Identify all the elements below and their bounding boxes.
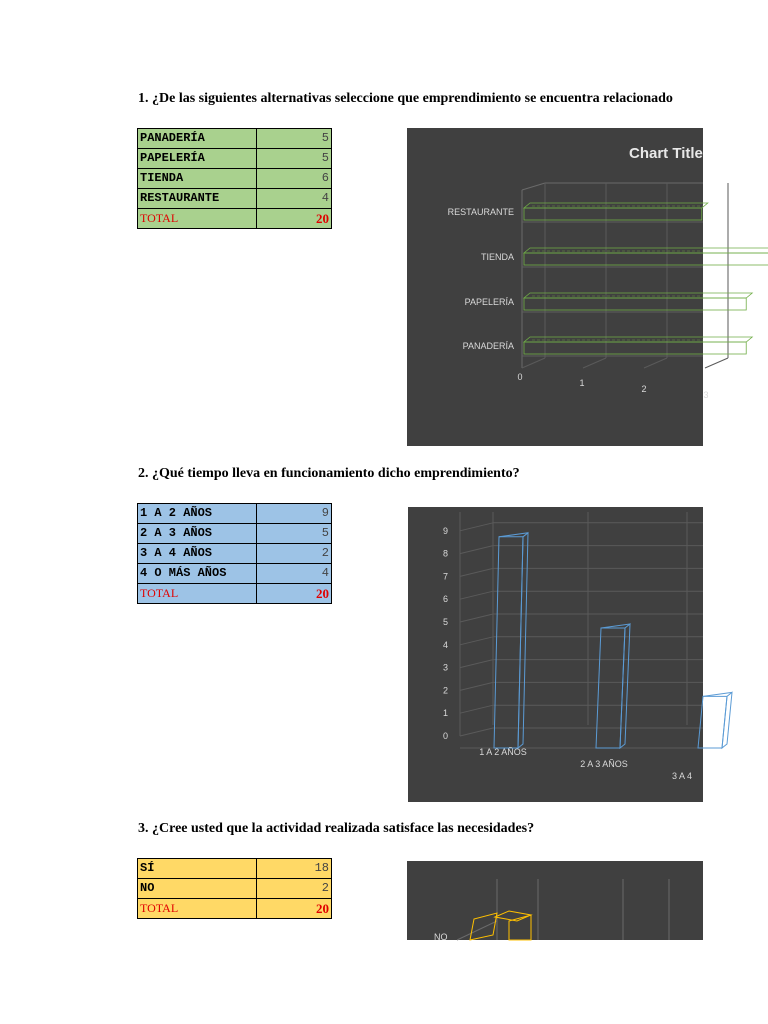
table-row [138, 169, 332, 189]
q3-title: 3. ¿Cree usted que la actividad realizada satisface las necesidades? [138, 821, 535, 836]
y-tick-label: 4 [442, 639, 448, 650]
bar-side [509, 915, 531, 940]
row-value: 2 [257, 879, 332, 899]
y-tick-label: 2 [442, 685, 448, 696]
row-value: 9 [257, 504, 332, 524]
row-label: 4 O MÁS AÑOS [138, 564, 257, 584]
table-row [138, 189, 332, 209]
grid-line [522, 183, 545, 190]
grid-line [460, 637, 493, 645]
bar-tienda [524, 248, 768, 253]
table-row [138, 564, 332, 584]
row-label: RESTAURANTE [138, 189, 257, 209]
bar-front [524, 342, 746, 354]
grid-line [705, 358, 728, 368]
y-category-label: TIENDA [480, 252, 514, 262]
row-label: 2 A 3 AÑOS [138, 524, 257, 544]
y-tick-label: 0 [442, 731, 448, 741]
row-label: 3 A 4 AÑOS [138, 544, 257, 564]
row-value: 5 [257, 149, 332, 169]
row-value: 2 [257, 544, 332, 564]
q2-title: 2. ¿Qué tiempo lleva en funcionamiento dicho emprendimiento? [138, 466, 520, 481]
grid-line [460, 728, 493, 736]
row-value: 4 [257, 189, 332, 209]
grid-line [460, 591, 493, 599]
chart-title: Chart Title [629, 145, 703, 162]
row-label: TIENDA [138, 169, 257, 189]
grid-line [460, 523, 493, 531]
grid-line [460, 614, 493, 622]
grid-line [460, 682, 493, 690]
total-value: 20 [257, 584, 332, 604]
table-row [138, 129, 332, 149]
bar-side [722, 692, 732, 748]
row-value: 5 [257, 129, 332, 149]
q1-title: 1. ¿De las siguientes alternativas seleccione que emprendimiento se encuentra relacionado [138, 91, 673, 106]
bar-front [524, 208, 702, 220]
x-category-label: 1 A 2 AÑOS [479, 747, 527, 757]
y-category-label: RESTAURANTE [447, 207, 514, 217]
grid-line [460, 660, 493, 668]
total-label: TOTAL [138, 584, 257, 604]
grid-line [644, 358, 667, 368]
row-value: 5 [257, 524, 332, 544]
grid-line [460, 546, 493, 554]
bar-front [524, 298, 746, 310]
x-tick-label: 3 [703, 390, 709, 400]
total-row [138, 209, 332, 229]
y-tick-label: 9 [442, 525, 448, 536]
grid-line [522, 358, 545, 368]
total-row [138, 584, 332, 604]
table-row [138, 149, 332, 169]
y-tick-label: 5 [442, 617, 448, 627]
x-category-label: 2 A 3 AÑOS [580, 759, 628, 769]
row-value: 4 [257, 564, 332, 584]
y-tick-label: 8 [442, 548, 448, 559]
q2-table [137, 503, 332, 604]
grid-line [460, 568, 493, 576]
table-row [138, 859, 332, 879]
chart-1 [407, 128, 709, 446]
y-tick-label: 3 [442, 662, 448, 673]
table-row [138, 524, 332, 544]
x-category-label: 3 A 4 [671, 771, 693, 781]
y-tick-label: 7 [442, 571, 448, 582]
row-label: PANADERÍA [138, 129, 257, 149]
row-value: 18 [257, 859, 332, 879]
table-row [138, 544, 332, 564]
row-label: SÍ [138, 859, 257, 879]
bar-side [518, 533, 528, 748]
table-row [138, 879, 332, 899]
total-value: 20 [257, 899, 332, 919]
q1-table [137, 128, 332, 229]
y-tick-label: 6 [442, 594, 448, 605]
y-category-label: NO [434, 932, 448, 942]
bar-side [620, 624, 630, 748]
y-tick-label: 1 [442, 708, 448, 719]
chart-3-svg [407, 861, 703, 940]
chart-1-svg [407, 128, 709, 446]
row-value: 6 [257, 169, 332, 189]
chart-2 [408, 507, 703, 802]
row-label: PAPELERÍA [138, 149, 257, 169]
row-label: NO [138, 879, 257, 899]
total-label: TOTAL [138, 899, 257, 919]
x-tick-label: 2 [641, 384, 647, 394]
total-row [138, 899, 332, 919]
grid-line [583, 358, 606, 368]
bar-no [470, 913, 497, 940]
chart-3 [407, 861, 703, 940]
y-category-label: PAPELERÍA [464, 297, 514, 307]
q1-title-wrap [138, 91, 703, 113]
total-label: TOTAL [138, 209, 257, 229]
bar-front [524, 253, 768, 265]
y-category-label: PANADERÍA [462, 341, 514, 351]
x-tick-label: 1 [579, 378, 585, 388]
chart-2-svg [408, 507, 703, 802]
table-row [138, 504, 332, 524]
grid-line [460, 705, 493, 713]
bar-restaurante [524, 203, 708, 208]
grid-line [457, 921, 497, 940]
q3-table [137, 858, 332, 919]
x-tick-label: 0 [517, 372, 523, 382]
total-value: 20 [257, 209, 332, 229]
row-label: 1 A 2 AÑOS [138, 504, 257, 524]
